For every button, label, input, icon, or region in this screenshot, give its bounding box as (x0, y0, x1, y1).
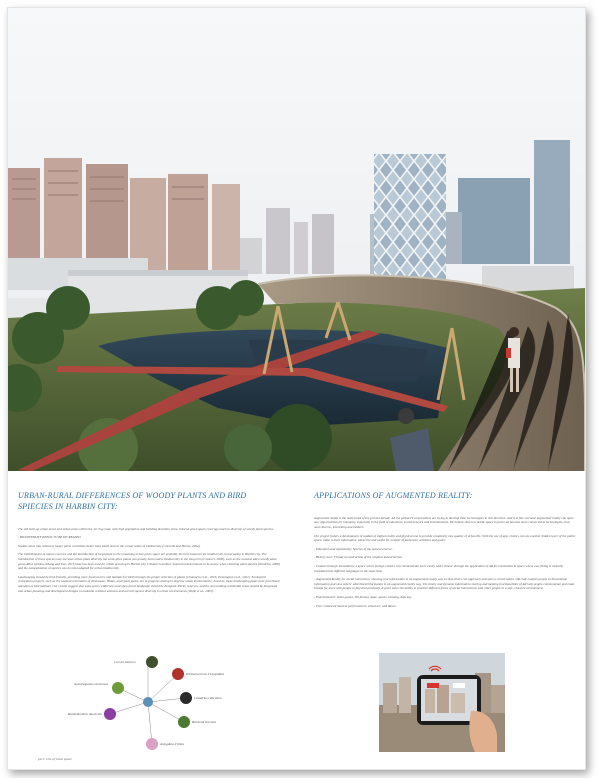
center-node-icon (143, 697, 153, 707)
right-paragraph: Augmented reality is the main trend of the present decade. All the global IT corporations are trying to develop their technologies in this direction. And it is fine, because augmented reality can open new opportunities for humanity, especially in the field of education, social network and entertainment. We believe that new public space in park can become more connected to technologies, thus more diverse, interesting and modern. (314, 515, 574, 529)
hero-rendering (8, 8, 585, 471)
species-label: Acanthopanax senticosus (74, 682, 109, 686)
ar-tag (453, 683, 465, 688)
species-thumb-icon (180, 692, 192, 704)
species-label: Ribomua koreana (192, 720, 217, 724)
ar-phone-scene (379, 653, 505, 752)
species-thumb-icon (146, 656, 158, 668)
species-label: Parthenocissus tricuspidata (186, 672, 224, 676)
left-paragraph: The establishment of nature reserves and the introduction of local plant to the remaining urban green space are probably the best measures for biodiversity conservation in Harbin city. The introduction of these species may increase urban plant diversity but some alien plants can greatly harm native biodiversity in the long term (Cosineri, 2000), such as the invasive alien woody plant genus Rhus typhina (Zhang and Fan, 2013) that has been used for urban greening in Harbin city. Climate is another important determinant to be aware when choosing plant species (Tomiello, 2008) and the naturalization of species can be most adapted for urban biodiversity. (18, 552, 280, 571)
right-column (314, 491, 576, 612)
species-label: Caladrius ribicolum (194, 696, 222, 700)
species-label: Rhododendron dauricum (68, 712, 102, 716)
poster-sheet (7, 7, 586, 770)
right-paragraph: - Contact through Translation: a space where foreign visitors can communicate more easily with Chinese through the application of AR for translation in space where everything is virtually translated into different languages at the same time. (314, 563, 564, 573)
left-paragraph: The old built-up urban areas and urban areas within the 1st ring road, with high population and building densities, show reduced green space coverage and low diversity of woody plant species. (18, 526, 274, 531)
left-column (18, 491, 280, 597)
right-paragraph: Our project fosters a development of tandem of digital reality and physical one to provide completely new quality of urban life. With the use of app, visitors can see another hidden layer of the public space, make it more informative, attractive and useful for number of particular activities and goals: (314, 533, 576, 543)
species-thumb-icon (146, 738, 158, 750)
species-thumb-icon (172, 668, 184, 680)
species-thumb-icon (178, 716, 190, 728)
right-paragraph: - Tree: enhanced musical performances, visual art, and dance. (314, 603, 397, 608)
species-thumb-icon (104, 708, 116, 720)
left-paragraph: Studies show that relatively larger parks contribute better than small ones to the conservation of biodiversity (Cornelis and Hermy, 2004). (18, 543, 201, 548)
diagram-caption: pic1: Use of local space (38, 757, 72, 761)
right-heading: APPLICATIONS OF AUGMENTED REALITY: (314, 491, 473, 500)
left-heading: URBAN-RURAL DIFFERENCES OF WOODY PLANTS AND BIRD SPIECIES IN HARBIN CITY: (18, 491, 247, 511)
species-thumb-icon (112, 682, 124, 694)
park-scene-illustration (8, 8, 585, 471)
right-paragraph: - Entertainment: video games, 3D fantasy maze, sports, training, dancing. (314, 594, 412, 599)
species-label: Cornus tatarica (114, 660, 136, 664)
right-paragraph: - History tour: Virtual reconstruction of the original industrial site. (314, 555, 403, 560)
species-diagram (68, 652, 233, 752)
ar-tag (427, 683, 439, 688)
left-paragraph: Landscaping should be bird-friendly, providing more food sources and habitats for birds through the proper selection of plants (Chamorro et al., 2016; Pennington et al., 2011). Ecological restoration projects, such as the wetland restoration of Jinshawan, Hulan, and Qunli parks, are in progress aiming to improve urban environments; however, these landscaping plans have prioritized attention to bird habitats. Our results suggest that some green wilderness and open forest landscape should be designed. Parks, reserves, and the surrounding residential areas should be integrated into urban planning and development designs to maintain resilient wellness and overall species diversity in urban environments (Wolfe et al., 2005). (18, 574, 280, 593)
augmented-reality-photo (379, 653, 505, 752)
species-label: Amygdala triloba (160, 742, 184, 746)
left-paragraph: - BIODIVERSITY NEEDS TO BE INCREASED (18, 535, 81, 540)
right-paragraph: - Augmented Reality for social interaction: showing real information in an augmented reality way so that others can approach and start a conversation. QR code enables people to disseminate information and view others' advertised information in an augmented reality way. The timely and dynamic information sharing and meeting functionalities of AR help people communicate and make friends for more with people in physical proximity. It gives users the ability to practice different forms of social interactions with other people in a safe, risk-free environment. (314, 577, 575, 591)
right-paragraph: - Education and sightseeing: Species of the natural reserve. (314, 546, 393, 551)
